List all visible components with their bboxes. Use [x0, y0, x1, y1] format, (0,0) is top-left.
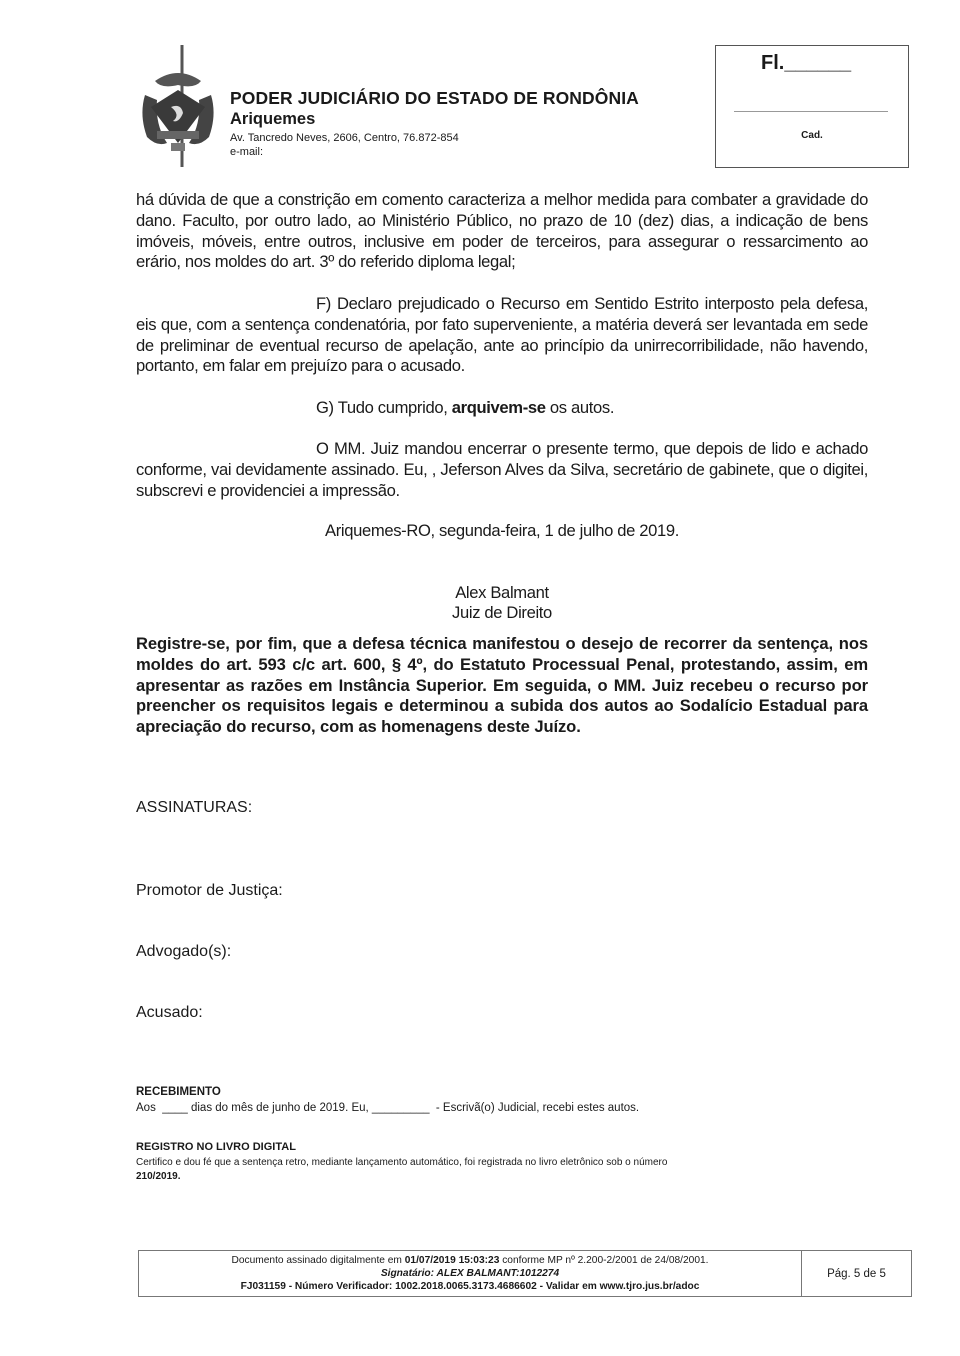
- recebimento-heading: RECEBIMENTO: [136, 1086, 221, 1098]
- registro-heading: REGISTRO NO LIVRO DIGITAL: [136, 1141, 296, 1153]
- paragraph-item-g: [136, 398, 868, 419]
- text-segment: Documento assinado digitalmente em: [231, 1255, 405, 1266]
- paragraph-constricao: [136, 190, 868, 273]
- court-name: PODER JUDICIÁRIO DO ESTADO DE RONDÔNIA: [230, 88, 639, 108]
- folio-label: Fl.______: [761, 52, 852, 74]
- signer-name: Alex Balmant: [455, 583, 549, 602]
- signature-advogado: Advogado(s):: [136, 943, 232, 960]
- text-segment: conforme MP nº 2.200-2/2001 de 24/08/2001.: [499, 1255, 709, 1266]
- folio-box: [715, 45, 909, 168]
- paragraph-text: O MM. Juiz mandou encerrar o presente termo, que depois de lido e achado conforme, vai devidamente assinado. Eu, , Jeferson Alves da Silva, secretário de gabinete, que o digitei, subscrevi e providenciei a impressão.: [136, 439, 868, 500]
- paragraph-text: [136, 398, 868, 419]
- emphasis-text: arquivem-se: [451, 398, 546, 417]
- signature-datetime: 01/07/2019 15:03:23: [404, 1255, 500, 1266]
- signatory-line: Signatário: ALEX BALMANT:1012274: [380, 1268, 560, 1279]
- paragraph-text: há dúvida de que a constrição em comento caracteriza a melhor medida para combater a gravidade do dano. Faculto, por outro lado, ao Ministério Público, no prazo de 10 (dez) dias, a indicação de bens imóveis, móveis, entre outros, inclusive em poder de terceiros, para assegurar o ressarcimento ao erário, nos moldes do art. 3º do referido diploma legal;: [136, 190, 868, 272]
- paragraph-encerramento: [136, 439, 868, 501]
- signature-promotor: Promotor de Justiça:: [136, 882, 283, 899]
- registro-number: 210/2019.: [136, 1171, 181, 1182]
- page-number: Pág. 5 de 5: [827, 1267, 886, 1280]
- registro-text: Certifico e dou fé que a sentença retro, mediante lançamento automático, foi registrada no livro eletrônico sob o número: [136, 1157, 668, 1168]
- verifier-line: FJ031159 - Número Verificador: 1002.2018.0065.3173.4686602 - Validar em www.tjro.jus.br/adoc: [240, 1281, 700, 1292]
- signature-info: [139, 1251, 802, 1296]
- digital-signature-footer: [138, 1250, 912, 1297]
- paragraph-registre-se: [136, 634, 868, 738]
- court-email-label: e-mail:: [230, 146, 264, 158]
- paragraph-item-f: [136, 294, 868, 377]
- coat-of-arms-icon: [135, 45, 221, 167]
- signature-acusado: Acusado:: [136, 1004, 203, 1021]
- signer-role: Juiz de Direito: [452, 603, 552, 622]
- court-city: Ariquemes: [230, 110, 316, 128]
- folio-divider: [734, 111, 888, 112]
- paragraph-text: Registre-se, por fim, que a defesa técnica manifestou o desejo de recorrer da sentença, nos moldes do art. 593 c/c art. 600, § 4º, do Estatuto Processual Penal, protestando, assim, em apresentar as razões em Instância Superior. Em seguida, o MM. Juiz recebeu o recurso por preencher os requisitos legais e determinou a subida dos autos ao Sodalício Estadual para apreciação do recurso, com as homenagens deste Juízo.: [136, 634, 868, 737]
- text-segment: os autos.: [545, 398, 615, 417]
- cad-label: Cad.: [801, 130, 823, 141]
- signatures-heading: ASSINATURAS:: [136, 799, 253, 816]
- place-date: Ariquemes-RO, segunda-feira, 1 de julho de 2019.: [324, 521, 680, 540]
- court-address: Av. Tancredo Neves, 2606, Centro, 76.872-854: [230, 132, 459, 144]
- recebimento-text: Aos ____ dias do mês de junho de 2019. Eu, _________ - Escrivã(o) Judicial, recebi estes autos.: [136, 1102, 640, 1114]
- signature-date-line: [139, 1254, 801, 1267]
- text-segment: G) Tudo cumprido,: [316, 398, 452, 417]
- paragraph-text: F) Declaro prejudicado o Recurso em Sentido Estrito interposto pela defesa, eis que, com a sentença condenatória, por fato superveniente, a matéria deverá ser levantada em sede de preliminar de eventual recurso de apelação, ante ao princípio da unirrecorribilidade, não havendo, portanto, em falar em prejuízo para o acusado.: [136, 294, 868, 376]
